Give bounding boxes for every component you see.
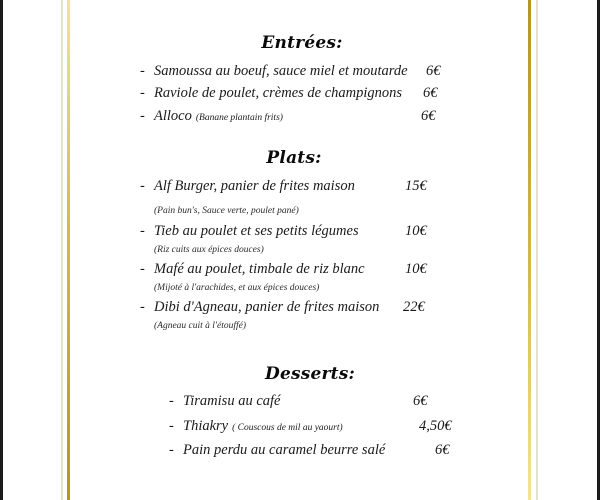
item-name: Pain perdu au caramel beurre salé xyxy=(183,442,386,458)
bullet-dash: - xyxy=(140,178,145,194)
bullet-dash: - xyxy=(140,63,145,79)
item-name-text: Thiakry xyxy=(183,418,229,434)
item-price: 6€ xyxy=(426,63,441,79)
bullet-dash: - xyxy=(140,85,145,101)
section-title-plats: Plats: xyxy=(266,148,322,168)
item-price: 6€ xyxy=(423,85,438,101)
item-name: Alf Burger, panier de frites maison xyxy=(154,178,355,194)
item-price: 6€ xyxy=(413,393,428,409)
bullet-dash: - xyxy=(169,393,174,409)
bullet-dash: - xyxy=(140,108,145,124)
item-price: 15€ xyxy=(405,178,427,194)
item-name: Tiramisu au café xyxy=(183,393,281,409)
bullet-dash: - xyxy=(169,442,174,458)
item-name xyxy=(154,108,283,126)
item-price: 10€ xyxy=(405,261,427,277)
section-title-entrees: Entrées: xyxy=(261,33,343,53)
item-price: 4,50€ xyxy=(419,418,452,434)
item-name: Raviole de poulet, crèmes de champignons xyxy=(154,85,403,101)
bullet-dash: - xyxy=(169,418,174,434)
section-title-desserts: Desserts: xyxy=(265,364,355,384)
item-price: 6€ xyxy=(435,442,450,458)
item-price: 6€ xyxy=(421,108,436,124)
bullet-dash: - xyxy=(140,299,145,315)
item-name: Tieb au poulet et ses petits légumes xyxy=(154,223,359,239)
item-description: (Riz cuits aux épices douces) xyxy=(154,245,264,255)
item-description: (Agneau cuit à l'étouffé) xyxy=(154,321,246,331)
item-name-text: Alloco xyxy=(154,108,192,124)
bullet-dash: - xyxy=(140,223,145,239)
item-name: Samoussa au boeuf, sauce miel et moutarde xyxy=(154,63,408,79)
frame-line-gold-left xyxy=(67,0,70,500)
item-description: (Pain bun's, Sauce verte, poulet pané) xyxy=(154,206,299,216)
frame-line-beige-right xyxy=(536,0,538,500)
item-price: 10€ xyxy=(405,223,427,239)
item-note: ( Couscous de mil au yaourt) xyxy=(232,423,343,433)
screen-edge-left xyxy=(0,0,3,500)
item-note: (Banane plantain frits) xyxy=(195,113,283,123)
item-name: Dibi d'Agneau, panier de frites maison xyxy=(154,299,380,315)
item-description: (Mijoté à l'arachides, et aux épices douces) xyxy=(154,283,320,293)
bullet-dash: - xyxy=(140,261,145,277)
frame-line-gold-right xyxy=(528,0,531,500)
frame-line-beige-left xyxy=(61,0,63,500)
item-price: 22€ xyxy=(403,299,425,315)
item-name xyxy=(183,418,343,436)
item-name: Mafé au poulet, timbale de riz blanc xyxy=(154,261,365,277)
